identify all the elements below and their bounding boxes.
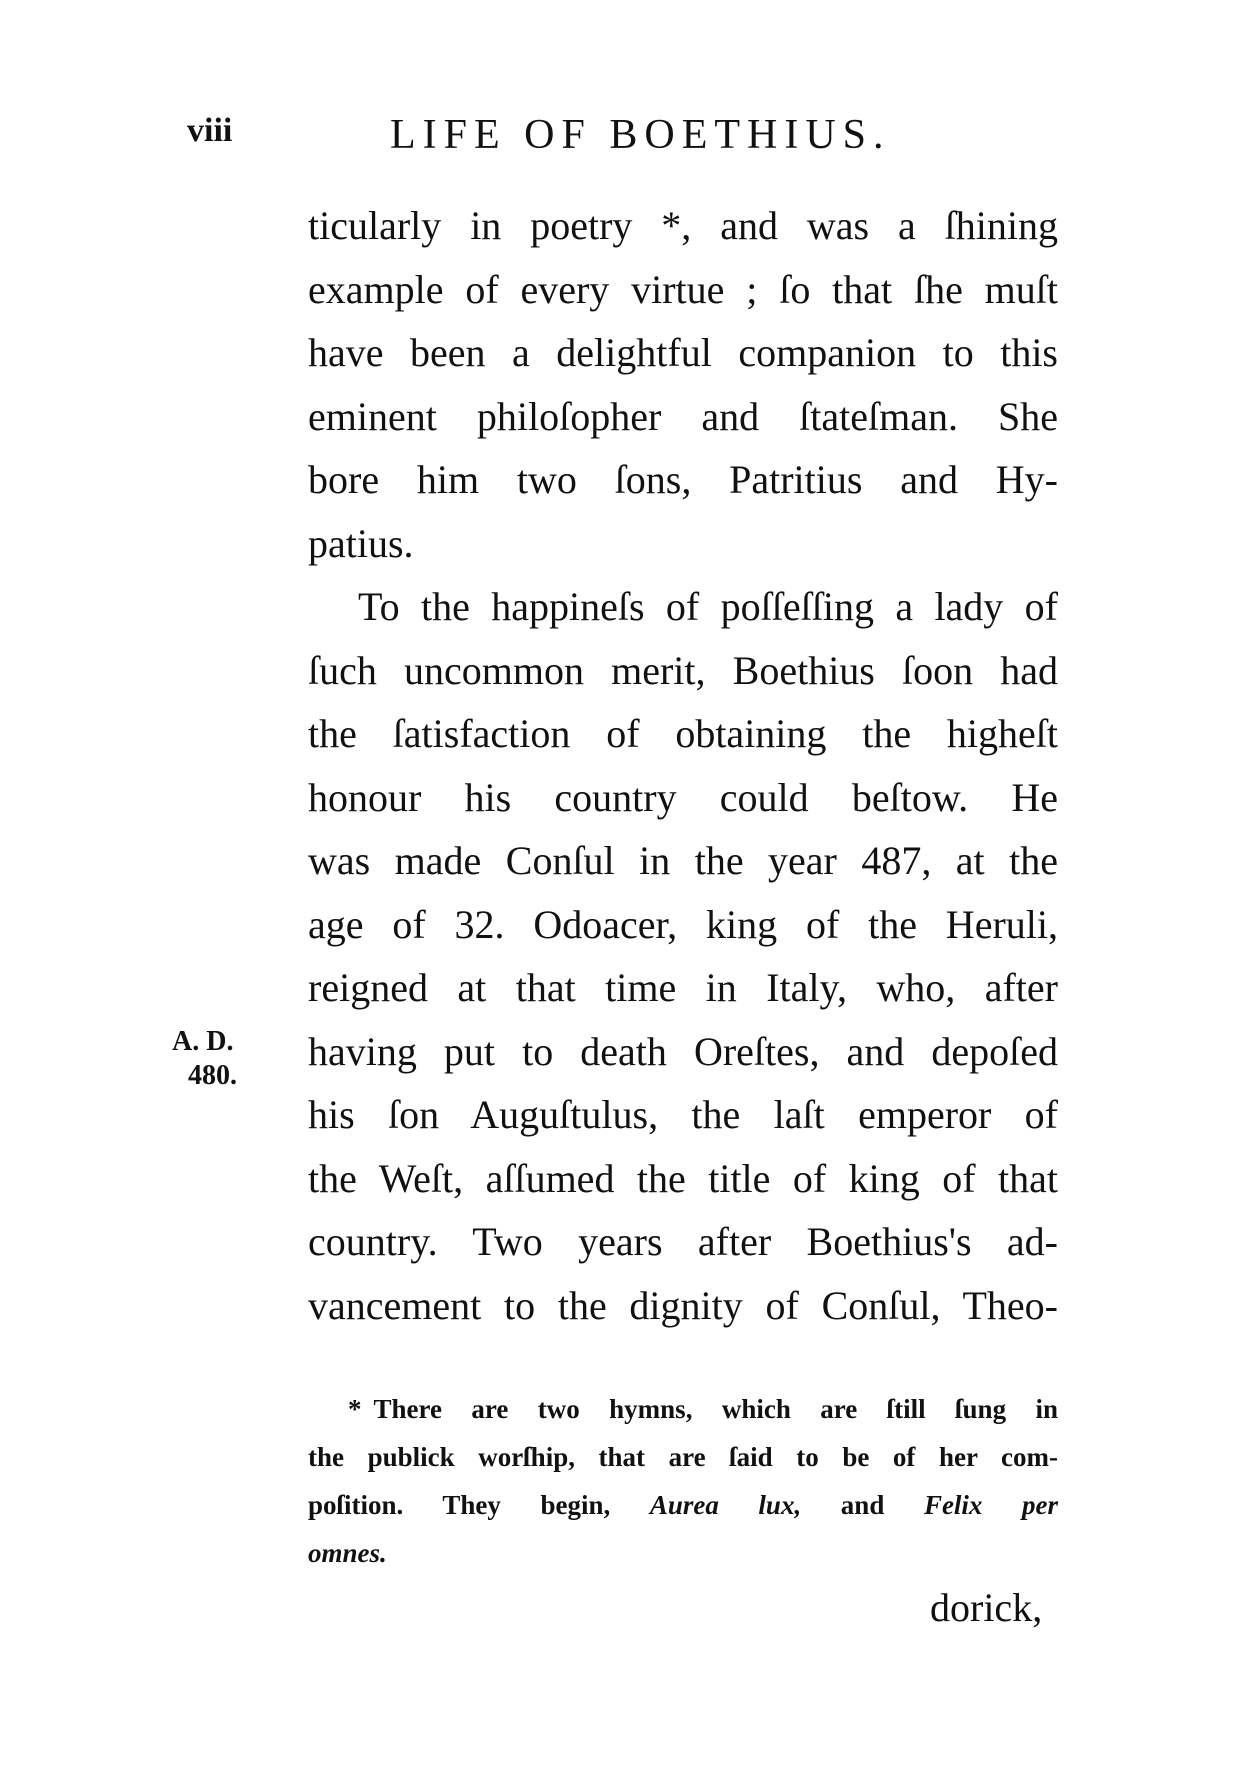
text-line: patius. xyxy=(308,520,414,566)
text-line: example of every virtue ; ſo that ſhe muſt xyxy=(308,266,1058,312)
footnote-line xyxy=(308,1385,1058,1433)
text-line: vancement to the dignity of Conſul, Theo- xyxy=(308,1282,1058,1328)
footnote xyxy=(308,1385,1058,1577)
text-line: was made Conſul in the year 487, at the xyxy=(308,838,1058,883)
text-line: eminent philoſopher and ſtateſman. She xyxy=(308,393,1058,439)
text-line: his ſon Auguſtulus, the laſt emperor of xyxy=(308,1092,1058,1137)
text-line: reigned at that time in Italy, who, after xyxy=(308,965,1058,1010)
text-line: country. Two years after Boethius's ad- xyxy=(308,1219,1058,1264)
page-number: viii xyxy=(187,112,233,149)
text-line: age of 32. Odoacer, king of the Heruli, xyxy=(308,901,1058,947)
text-line: honour his country could beſtow. He xyxy=(308,774,1058,820)
footnote-line xyxy=(308,1481,1058,1529)
footnote-line: the publick worſhip, that are ſaid to be of her com- xyxy=(308,1442,1058,1472)
margin-note-label: A. D. xyxy=(172,1026,234,1057)
margin-note-year: 480. xyxy=(188,1060,237,1091)
text-line: To the happineſs of poſſeſſing a lady of xyxy=(358,584,1058,629)
running-title: LIFE OF BOETHIUS. xyxy=(390,112,891,158)
main-text xyxy=(308,194,1058,1337)
text-line: ſuch uncommon merit, Boethius ſoon had xyxy=(308,647,1058,693)
footnote-text: There are two hymns, which are ſtill ſung in xyxy=(373,1394,1058,1424)
hymn-title-aurea-lux: Aurea lux, xyxy=(649,1490,802,1520)
catchword: dorick, xyxy=(930,1585,1043,1630)
hymn-title-omnes: omnes. xyxy=(308,1538,387,1568)
text-line: have been a delightful companion to this xyxy=(308,330,1058,375)
footnote-line xyxy=(308,1529,1058,1577)
text-line: the ſatisfaction of obtaining the higheſt xyxy=(308,711,1058,756)
footnote-text: poſition. They begin, xyxy=(308,1490,611,1520)
margin-note-date xyxy=(172,1025,272,1093)
text-line: ticularly in poetry *, and was a ſhining xyxy=(308,203,1058,248)
text-line: the Weſt, aſſumed the title of king of that xyxy=(308,1155,1058,1201)
footnote-marker: * xyxy=(348,1394,362,1424)
text-line: bore him two ſons, Patritius and Hy- xyxy=(308,457,1058,502)
hymn-title-felix-per: Felix per xyxy=(923,1490,1059,1520)
footnote-text: and xyxy=(840,1490,885,1520)
text-line: having put to death Oreſtes, and depoſed xyxy=(308,1028,1058,1074)
